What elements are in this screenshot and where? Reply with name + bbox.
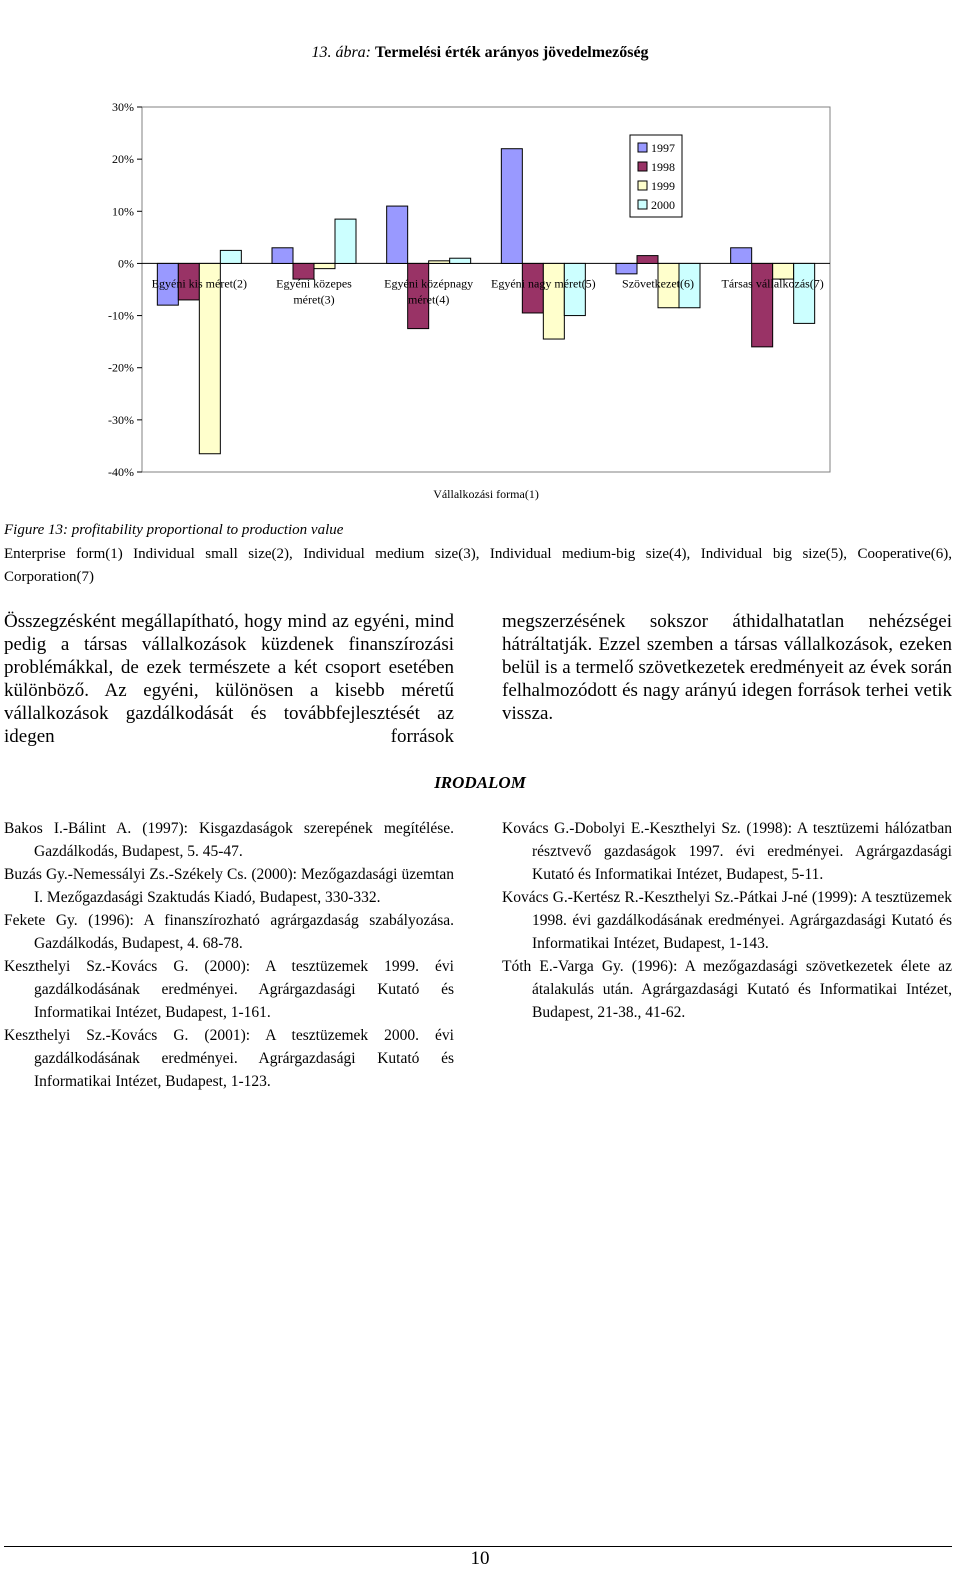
page-number: 10 — [470, 1548, 490, 1569]
bar — [731, 248, 752, 264]
body-column-right — [502, 610, 952, 725]
figure-title-text: Termelési érték arányos jövedelmezőség — [375, 44, 649, 61]
x-category-label: Egyéni középnagy — [384, 276, 474, 291]
reference-item: Kovács G.-Dobolyi E.-Keszthelyi Sz. (1998): A tesztüzemi hálózatban résztvevő gazdaságok 1997. évi eredményei. Agrárgazdasági Kutató és Informatikai Intézet, Budapest, 5-11. — [502, 820, 952, 883]
x-category-label: Egyéni kis méret(2) — [151, 276, 247, 291]
bar — [220, 250, 241, 263]
references-right-column — [502, 817, 952, 1024]
y-tick-label: -10% — [108, 308, 134, 323]
x-category-label: Társas vállalkozás(7) — [721, 276, 824, 291]
bar — [543, 263, 564, 339]
bar — [429, 261, 450, 264]
y-tick-label: -40% — [108, 465, 134, 479]
reference-item: Keszthelyi Sz.-Kovács G. (2001): A tesztüzemek 2000. évi gazdálkodásának eredményei. Agrárgazdasági Kutató és Informatikai Intézet, Budapest, 1-123. — [4, 1027, 454, 1090]
figure-title — [0, 44, 960, 62]
bar — [450, 258, 471, 263]
y-tick-label: 30% — [112, 100, 134, 114]
legend-swatch — [638, 162, 647, 171]
legend-label: 1998 — [651, 160, 675, 174]
y-tick-label: -20% — [108, 360, 134, 375]
references-heading: IRODALOM — [434, 773, 526, 792]
figure-label: 13. ábra: — [311, 44, 371, 61]
legend-label: 1997 — [651, 141, 675, 155]
bar — [272, 248, 293, 264]
references-left-column — [4, 817, 454, 1093]
bar — [501, 149, 522, 264]
legend-label: 1999 — [651, 179, 675, 193]
x-category-label: méret(3) — [293, 292, 335, 307]
reference-item: Fekete Gy. (1996): A finanszírozható agrárgazdaság szabályozása. Gazdálkodás, Budapest, 4. 68-78. — [4, 912, 454, 952]
bar — [387, 206, 408, 263]
y-tick-label: -30% — [108, 412, 134, 427]
body-paragraph-left: Összegzésként megállapítható, hogy mind az egyéni, mind pedig a társas vállalkozások küzdenek finanszírozási problémákkal, de ezek természete a két csoport esetében különböző. Az egyéni, különösen a kisebb méretű vállalkozások gazdálkodását és továbbfejlesztését az idegen források — [4, 611, 454, 747]
y-tick-label: 0% — [118, 256, 134, 271]
y-tick-label: 20% — [112, 152, 134, 167]
bar — [199, 263, 220, 453]
body-paragraph-right: megszerzésének sokszor áthidalhatatlan nehézségei hátráltatják. Ezzel szemben a társas vállalkozások, ezeken belül is a termelő szövetkezetek eredményeit az évek során felhalmozódott és nagy arányú idegen források terhei vetik vissza. — [502, 611, 952, 724]
bar — [794, 263, 815, 323]
bar — [616, 263, 637, 273]
y-tick-label: 10% — [112, 204, 134, 219]
figure-caption-english: Figure 13: profitability proportional to production value — [4, 522, 344, 538]
reference-item: Tóth E.-Varga Gy. (1996): A mezőgazdasági szövetkezetek élete az átalakulás után. Agrárgazdasági Kutató és Informatikai Intézet, Budapest, 21-38., 41-62. — [502, 958, 952, 1021]
x-axis-title: Vállalkozási forma(1) — [433, 487, 539, 501]
figure-caption-legend-list: Enterprise form(1) Individual small size(2), Individual medium size(3), Individual medium-big size(4), Individual big size(5), Cooperative(6), Corporation(7) — [4, 546, 952, 585]
reference-item: Bakos I.-Bálint A. (1997): Kisgazdaságok szerepének megítélése. Gazdálkodás, Budapest, 5. 45-47. — [4, 820, 454, 860]
x-category-label: Szövetkezet(6) — [622, 276, 694, 291]
legend-label: 2000 — [651, 198, 675, 212]
body-column-left — [4, 610, 454, 748]
legend-swatch — [638, 200, 647, 209]
legend-swatch — [638, 143, 647, 152]
footer-divider — [4, 1546, 952, 1547]
bar — [335, 219, 356, 263]
x-category-label: Egyéni nagy méret(5) — [491, 276, 596, 291]
x-category-label: Egyéni közepes — [276, 276, 352, 291]
bar-chart — [0, 92, 960, 512]
x-category-label: méret(4) — [408, 292, 450, 307]
reference-item: Buzás Gy.-Nemessályi Zs.-Székely Cs. (2000): Mezőgazdasági üzemtan I. Mezőgazdasági Szaktudás Kiadó, Budapest, 330-332. — [4, 866, 454, 906]
legend-swatch — [638, 181, 647, 190]
bar — [314, 263, 335, 268]
bar — [637, 256, 658, 264]
reference-item: Kovács G.-Kertész R.-Keszthelyi Sz.-Pátkai J-né (1999): A tesztüzemek 1998. évi gazdálkodásának eredményei. Agrárgazdasági Kutató és Informatikai Intézet, Budapest, 1-143. — [502, 889, 952, 952]
reference-item: Keszthelyi Sz.-Kovács G. (2000): A tesztüzemek 1999. évi gazdálkodásának eredményei. Agrárgazdasági Kutató és Informatikai Intézet, Budapest, 1-161. — [4, 958, 454, 1021]
